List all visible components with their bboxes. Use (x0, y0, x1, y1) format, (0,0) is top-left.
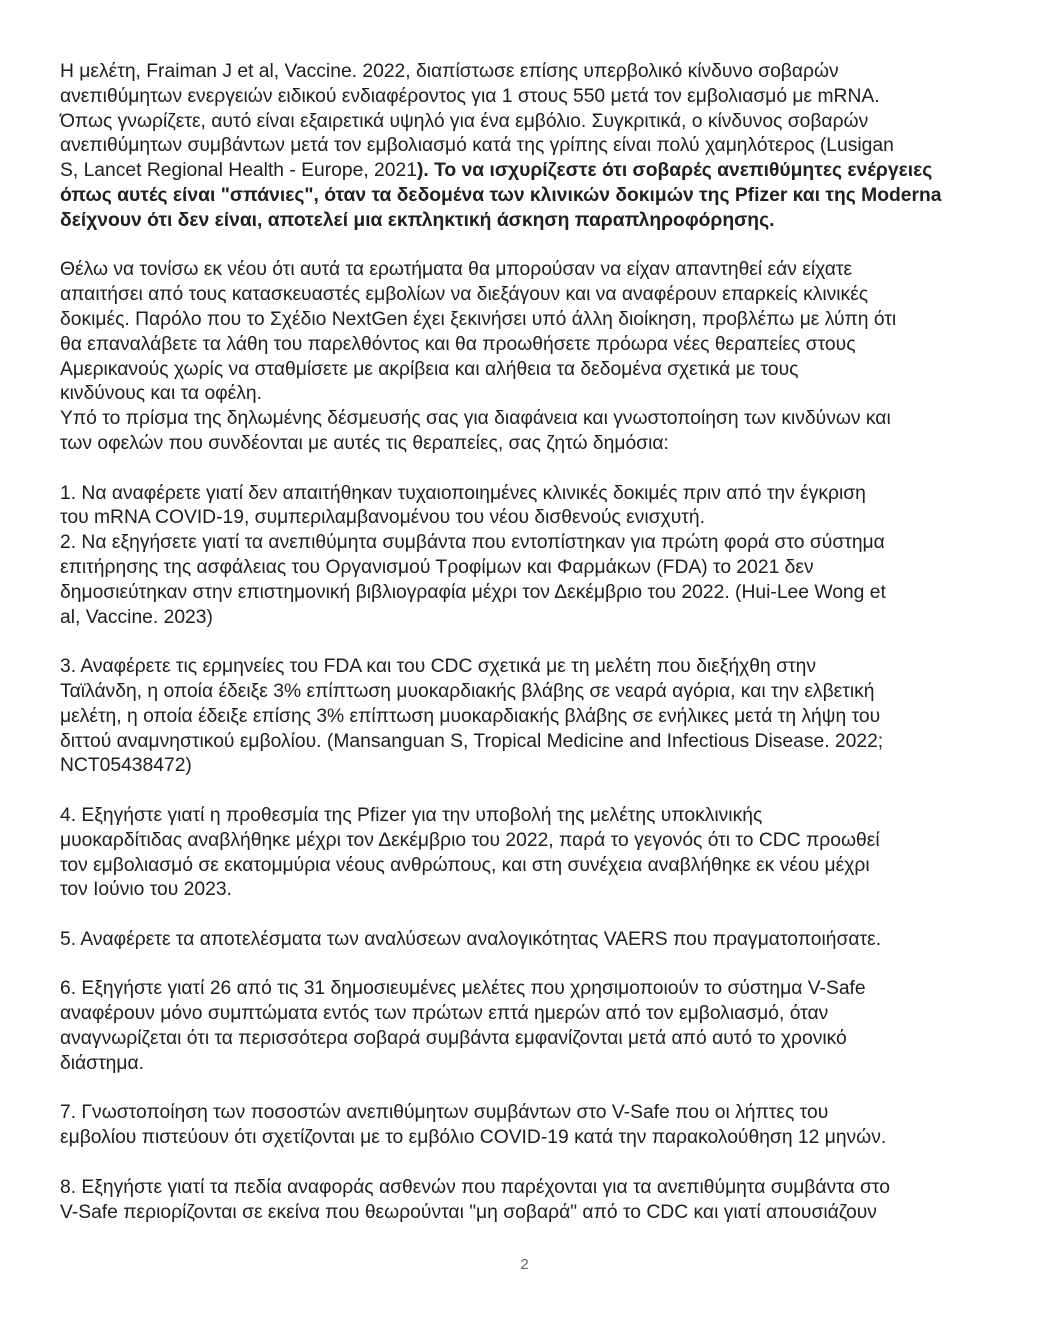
list-item-text: διττού αναμνηστικού εμβολίου. (Mansanguan S, Tropical Medicine and Infectious Disease. 2022; (60, 730, 884, 752)
list-item-text: του mRNA COVID-19, συμπεριλαμβανομένου του νέου δισθενούς ενισχυτή. (60, 507, 705, 529)
list-item-text: NCT05438472) (60, 755, 192, 777)
text-line: απαιτήσει από τους κατασκευαστές εμβολίων να διεξάγουν και να αναφέρουν επαρκείς κλινικές (60, 284, 869, 306)
list-item-text: τον εμβολιασμό σε εκατομμύρια νέους ανθρώπους, και στη συνέχεια αναβλήθηκε εκ νέου μέχρι (60, 854, 870, 876)
list-item-7 (60, 1101, 990, 1151)
text-line: ανεπιθύμητων συμβάντων μετά τον εμβολιασμό κατά της γρίπης είναι πολύ χαμηλότερος (Lusigan (60, 135, 894, 157)
text-line: των οφελών που συνδέονται με αυτές τις θεραπείες, σας ζητώ δημόσια: (60, 432, 669, 454)
list-item-text: 7. Γνωστοποίηση των ποσοστών ανεπιθύμητων συμβάντων στο V-Safe που οι λήπτες του (60, 1102, 829, 1124)
paragraph-nextgen (60, 258, 990, 456)
list-item-5 (60, 928, 990, 953)
list-item-6 (60, 977, 990, 1076)
bold-text-line: όπως αυτές είναι "σπάνιες", όταν τα δεδομένα των κλινικών δοκιμών της Pfizer και της Moderna (60, 184, 942, 206)
list-item-text: δημοσιεύτηκαν στην επιστημονική βιβλιογραφία μέχρι τον Δεκέμβριο του 2022. (Hui-Lee Wong et (60, 581, 886, 603)
text-line: Όπως γνωρίζετε, αυτό είναι εξαιρετικά υψηλό για ένα εμβόλιο. Συγκριτικά, ο κίνδυνος σοβαρών (60, 110, 869, 132)
list-item-text: μυοκαρδίτιδας αναβλήθηκε μέχρι τον Δεκέμβριο του 2022, παρά το γεγονός ότι το CDC προωθεί (60, 829, 880, 851)
list-item-text: εμβολίου πιστεύουν ότι σχετίζονται με το εμβόλιο COVID-19 κατά την παρακολούθηση 12 μηνών. (60, 1127, 887, 1149)
list-item-text: τον Ιούνιο του 2023. (60, 879, 232, 901)
list-item-4 (60, 804, 990, 903)
text-line: κινδύνους και τα οφέλη. (60, 383, 262, 405)
bold-claim-text: ). Το να ισχυρίζεστε ότι σοβαρές ανεπιθύμητες ενέργειες (416, 160, 933, 182)
list-item-text: αναγνωρίζεται ότι τα περισσότερα σοβαρά συμβάντα εμφανίζονται μετά από αυτό το χρονικό (60, 1028, 847, 1050)
list-item-text: 4. Εξηγήστε γιατί η προθεσμία της Pfizer για την υποβολή της μελέτης υποκλινικής (60, 804, 763, 826)
text-line: Θέλω να τονίσω εκ νέου ότι αυτά τα ερωτήματα θα μπορούσαν να είχαν απαντηθεί εάν είχατε (60, 259, 853, 281)
page-number: 2 (520, 1256, 529, 1273)
list-item-text: 1. Να αναφέρετε γιατί δεν απαιτήθηκαν τυχαιοποιημένες κλινικές δοκιμές πριν από την έγκριση (60, 482, 866, 504)
text-line: δοκιμές. Παρόλο που το Σχέδιο NextGen έχει ξεκινήσει υπό άλλη διοίκηση, προβλέπω με λύπη ότι (60, 308, 897, 330)
text-line: Η μελέτη, Fraiman J et al, Vaccine. 2022, διαπίστωσε επίσης υπερβολικό κίνδυνο σοβαρών (60, 61, 839, 82)
text-line: Αμερικανούς χωρίς να σταθμίσετε με ακρίβεια και αλήθεια τα δεδομένα σχετικά με τους (60, 358, 799, 380)
list-item-text: μελέτη, η οποία έδειξε επίσης 3% επίπτωση μυοκαρδιακής βλάβης σε ενήλικες μετά τη λήψη του (60, 705, 881, 727)
list-item-text: 3. Αναφέρετε τις ερμηνείες του FDA και του CDC σχετικά με τη μελέτη που διεξήχθη στην (60, 656, 816, 678)
list-item-8 (60, 1176, 990, 1226)
list-item-text: 6. Εξηγήστε γιατί 26 από τις 31 δημοσιευμένες μελέτες που χρησιμοποιούν το σύστημα V-Safe (60, 978, 866, 1000)
list-item-text: επιτήρησης της ασφάλειας του Οργανισμού Τροφίμων και Φαρμάκων (FDA) το 2021 δεν (60, 556, 814, 578)
text-line: Υπό το πρίσμα της δηλωμένης δέσμευσής σας για διαφάνεια και γνωστοποίηση των κινδύνων και (60, 408, 891, 430)
text-line-mixed (60, 159, 990, 184)
list-item-text: αναφέρουν μόνο συμπτώματα εντός των πρώτων επτά ημερών από τον εμβολιασμό, όταν (60, 1003, 829, 1025)
text-line: ανεπιθύμητων ενεργειών ειδικού ενδιαφέροντος για 1 στους 550 μετά τον εμβολιασμό με mRNA. (60, 85, 880, 107)
bold-text-line: δείχνουν ότι δεν είναι, αποτελεί μια εκπληκτική άσκηση παραπληροφόρησης. (60, 209, 775, 231)
text-line: θα επαναλάβετε τα λάθη του παρελθόντος και θα προωθήσετε πρόωρα νέες θεραπείες στους (60, 333, 856, 355)
list-item-text: Ταϊλάνδη, η οποία έδειξε 3% επίπτωση μυοκαρδιακής βλάβης σε νεαρά αγόρια, και την ελβετική (60, 680, 875, 702)
list-item-3 (60, 655, 990, 779)
list-items-1-2 (60, 482, 990, 631)
citation-text: S, Lancet Regional Health - Europe, 2021 (60, 160, 417, 182)
list-item-text: 5. Αναφέρετε τα αποτελέσματα των αναλύσεων αναλογικότητας VAERS που πραγματοποιήσατε. (60, 928, 882, 950)
document-body (60, 60, 990, 1225)
list-item-text: διάστημα. (60, 1052, 145, 1074)
list-item-text: V-Safe περιορίζονται σε εκείνα που θεωρούνται "μη σοβαρά" από το CDC και γιατί απουσιάζουν (60, 1201, 877, 1223)
list-item-text: al, Vaccine. 2023) (60, 606, 213, 628)
paragraph-fraiman-study (60, 60, 990, 234)
list-item-text: 2. Να εξηγήσετε γιατί τα ανεπιθύμητα συμβάντα που εντοπίστηκαν για πρώτη φορά στο σύστημα (60, 532, 885, 554)
list-item-text: 8. Εξηγήστε γιατί τα πεδία αναφοράς ασθενών που παρέχονται για τα ανεπιθύμητα συμβάντα στο (60, 1176, 890, 1198)
